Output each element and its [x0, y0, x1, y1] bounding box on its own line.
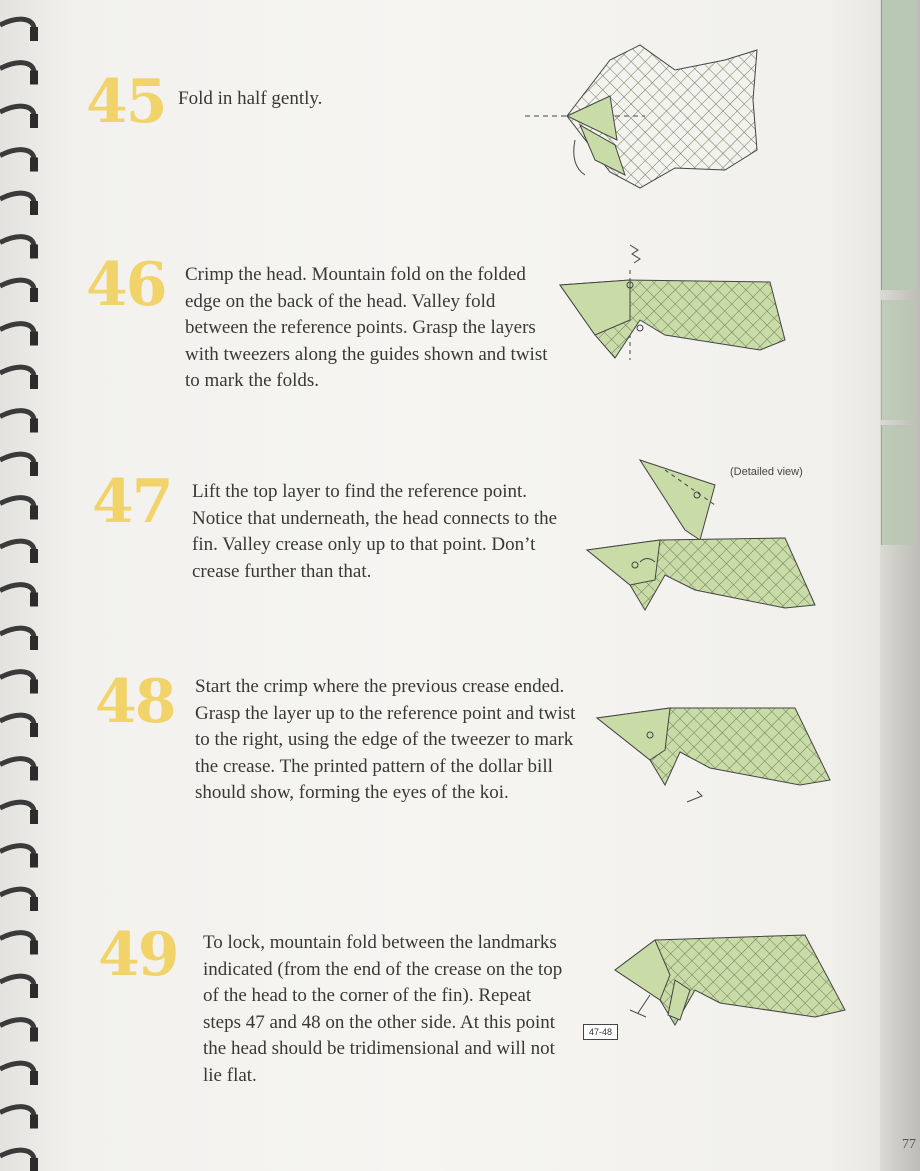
spiral-hole: [30, 941, 38, 955]
spiral-hole: [30, 1071, 38, 1085]
step-number-49: 49: [98, 920, 178, 990]
step-number-48: 48: [95, 667, 175, 737]
spiral-coil: [0, 889, 34, 909]
spiral-coil: [0, 541, 34, 561]
step-number-46: 46: [86, 250, 166, 320]
dollar-bill-edge: [881, 425, 916, 545]
diagram-step-45: [525, 40, 785, 195]
spiral-coil: [0, 498, 34, 518]
step-text-49: To lock, mountain fold between the landmarks indicated (from the end of the crease on the top of the head to the corner of the fin). Repeat steps 47 and 48 on the other side. At this point the head should be tridimensional and will not lie flat.: [203, 932, 563, 1086]
spiral-hole: [30, 288, 38, 302]
page-edge: [880, 0, 920, 1171]
spiral-coil: [0, 324, 34, 344]
spiral-coil: [0, 150, 34, 170]
spiral-coil: [0, 280, 34, 300]
spiral-coil: [0, 411, 34, 431]
spiral-hole: [30, 680, 38, 694]
dollar-bill-edge: [881, 0, 916, 290]
step-number-47: 47: [92, 467, 172, 537]
reference-steps-label: 47-48: [583, 1024, 618, 1040]
spiral-coil: [0, 802, 34, 822]
spiral-coil: [0, 976, 34, 996]
spiral-hole: [30, 419, 38, 433]
spiral-hole: [30, 462, 38, 476]
detailed-view-caption: (Detailed view): [730, 466, 803, 478]
spiral-coil: [0, 63, 34, 83]
step-text-45: Fold in half gently.: [178, 88, 323, 109]
spiral-coil: [0, 672, 34, 692]
spiral-coil: [0, 1107, 34, 1127]
spiral-coil: [0, 367, 34, 387]
spiral-hole: [30, 593, 38, 607]
spiral-hole: [30, 158, 38, 172]
spiral-hole: [30, 854, 38, 868]
spiral-hole: [30, 27, 38, 41]
spiral-coil: [0, 933, 34, 953]
step-text-48: Start the crimp where the previous crease ended. Grasp the layer up to the reference point and twist to the right, using the edge of the tweezer to mark the crease. The printed pattern of the dollar bill should show, forming the eyes of the koi.: [195, 676, 576, 803]
spiral-hole: [30, 1115, 38, 1129]
spiral-coil: [0, 454, 34, 474]
spiral-coil: [0, 846, 34, 866]
spiral-coil: [0, 1063, 34, 1083]
step-text-47: Lift the top layer to find the reference point. Notice that underneath, the head connects to the fin. Valley crease only up to that point. Don’t crease further than that.: [192, 481, 558, 582]
spiral-hole: [30, 549, 38, 563]
spiral-binding: [0, 0, 48, 1171]
spiral-hole: [30, 245, 38, 259]
spiral-coil: [0, 19, 34, 39]
spiral-coil: [0, 715, 34, 735]
spiral-coil: [0, 237, 34, 257]
page-number: 77: [902, 1137, 916, 1152]
spiral-coil: [0, 1150, 34, 1170]
step-number-45: 45: [86, 67, 166, 137]
spiral-coil: [0, 193, 34, 213]
spiral-hole: [30, 810, 38, 824]
spiral-hole: [30, 71, 38, 85]
spiral-coil: [0, 1020, 34, 1040]
spiral-coil: [0, 106, 34, 126]
spiral-hole: [30, 1158, 38, 1171]
spiral-hole: [30, 897, 38, 911]
spiral-hole: [30, 1028, 38, 1042]
dollar-bill-edge: [881, 300, 916, 420]
diagram-step-49: [600, 925, 850, 1035]
spiral-hole: [30, 767, 38, 781]
spiral-hole: [30, 636, 38, 650]
spiral-coil: [0, 628, 34, 648]
step-text-46: Crimp the head. Mountain fold on the folded edge on the back of the head. Valley fold between the reference points. Grasp the layers with tweezers along the guides shown and twist to mark the folds.: [185, 264, 548, 391]
spiral-hole: [30, 332, 38, 346]
spiral-hole: [30, 114, 38, 128]
spiral-hole: [30, 201, 38, 215]
spiral-coil: [0, 585, 34, 605]
spiral-hole: [30, 506, 38, 520]
spiral-hole: [30, 375, 38, 389]
spiral-coil: [0, 759, 34, 779]
diagram-step-48: [595, 690, 835, 810]
spiral-hole: [30, 723, 38, 737]
spiral-hole: [30, 984, 38, 998]
diagram-step-46: [555, 240, 800, 365]
